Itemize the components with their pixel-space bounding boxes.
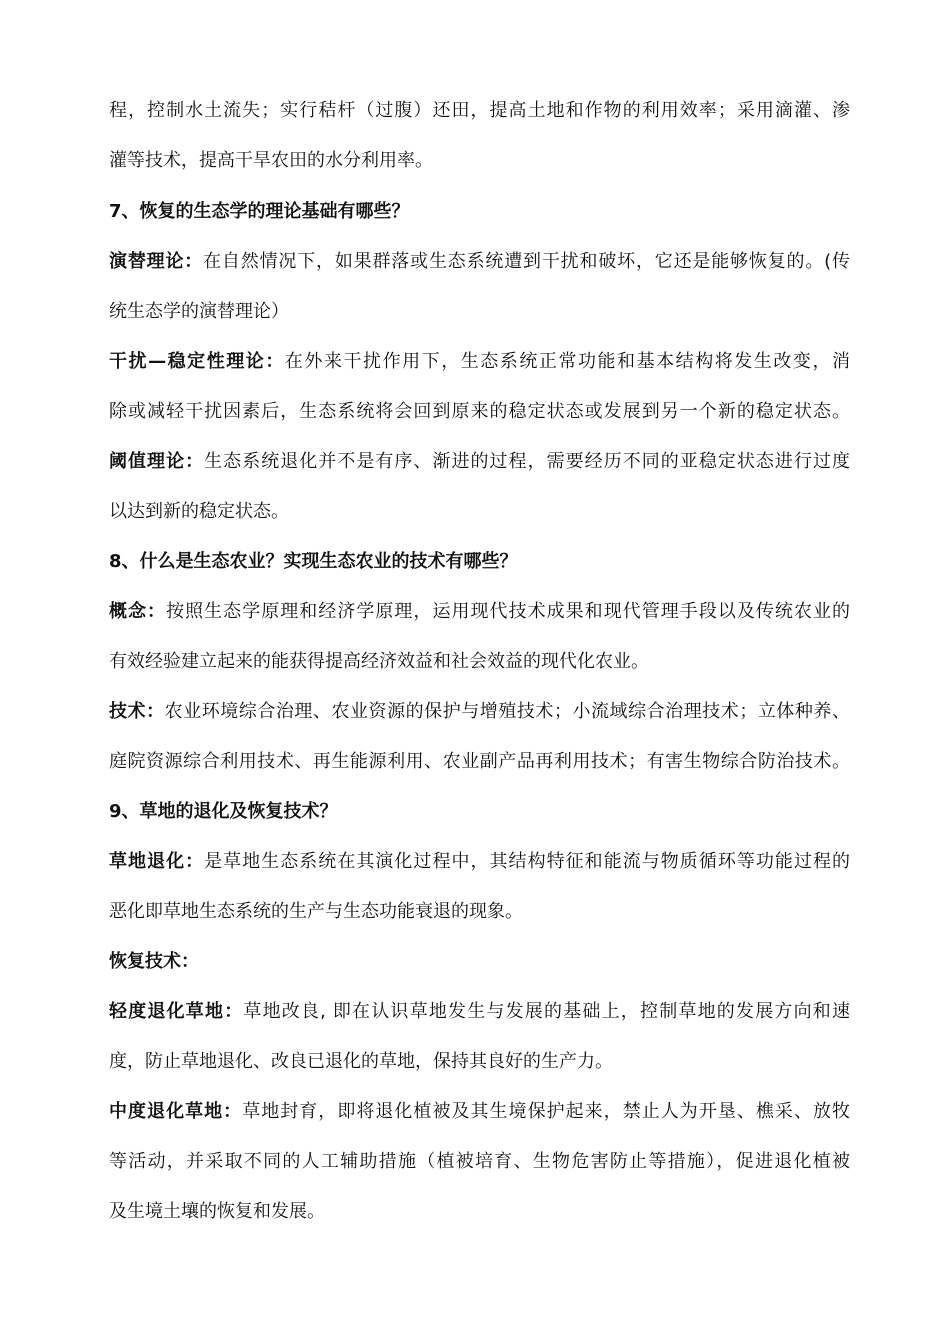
paragraph-line [109, 847, 850, 877]
paragraph-line [109, 1047, 850, 1077]
line-text: 草地封育，即将退化植被及其生境保护起来，禁止人为开垦、樵采、放牧 [242, 1101, 850, 1122]
term-label: 恢复技术： [109, 951, 199, 972]
heading-text: 9、草地的退化及恢复技术？ [109, 801, 338, 822]
paragraph-line [109, 447, 850, 477]
line-text: 草地改良, 即在认识草地发生与发展的基础上，控制草地的发展方向和速 [243, 1001, 850, 1022]
paragraph-line [109, 597, 850, 627]
line-text: 是草地生态系统在其演化过程中，其结构特征和能流与物质循环等功能过程的 [204, 851, 850, 872]
heading-text: 7、恢复的生态学的理论基础有哪些？ [109, 201, 410, 222]
question-heading [109, 547, 850, 577]
paragraph-line [109, 497, 850, 527]
paragraph-line [109, 146, 850, 176]
term-label: 阈值理论： [109, 451, 205, 472]
term-label: 草地退化： [109, 851, 205, 872]
paragraph-line [109, 697, 850, 727]
paragraph-line [109, 1197, 850, 1227]
line-text: 按照生态学原理和经济学原理，运用现代技术成果和现代管理手段以及传统农业的 [166, 601, 850, 622]
line-text: 以达到新的稳定状态。 [109, 501, 289, 522]
question-heading [109, 797, 850, 827]
line-text: 恶化即草地生态系统的生产与生态功能衰退的现象。 [109, 901, 523, 922]
paragraph-line [109, 297, 850, 327]
term-label: 轻度退化草地： [109, 1001, 244, 1022]
line-text: 程，控制水土流失；实行秸杆（过腹）还田，提高土地和作物的利用效率；采用滴灌、渗 [109, 100, 850, 121]
line-text: 在自然情况下，如果群落或生态系统遭到干扰和破坏，它还是能够恢复的。(传 [203, 251, 850, 272]
term-label: 技术： [109, 701, 165, 722]
paragraph-line [109, 897, 850, 927]
paragraph-line [109, 947, 850, 977]
line-text: 度，防止草地退化、改良已退化的草地，保持其良好的生产力。 [109, 1051, 613, 1072]
line-text: 农业环境综合治理、农业资源的保护与增殖技术；小流域综合治理技术；立体种养、 [164, 701, 850, 722]
paragraph-line [109, 397, 850, 427]
term-label: 干扰—稳定性理论： [109, 351, 285, 372]
paragraph-line [109, 247, 850, 277]
term-label: 概念： [109, 601, 167, 622]
paragraph-line [109, 347, 850, 377]
line-text: 庭院资源综合利用技术、再生能源利用、农业副产品再利用技术；有害生物综合防治技术。 [109, 751, 850, 772]
paragraph-line [109, 647, 850, 677]
term-label: 中度退化草地： [109, 1101, 243, 1122]
paragraph-line [109, 1097, 850, 1127]
paragraph-line [109, 747, 850, 777]
question-heading [109, 197, 850, 227]
line-text: 及生境土壤的恢复和发展。 [109, 1201, 325, 1222]
line-text: 灌等技术，提高干旱农田的水分利用率。 [109, 150, 433, 171]
line-text: 有效经验建立起来的能获得提高经济效益和社会效益的现代化农业。 [109, 651, 649, 672]
line-text: 生态系统退化并不是有序、渐进的过程，需要经历不同的亚稳定状态进行过度 [204, 451, 850, 472]
line-text: 统生态学的演替理论） [109, 301, 289, 322]
paragraph-line [109, 96, 850, 126]
line-text: 在外来干扰作用下，生态系统正常功能和基本结构将发生改变，消 [284, 351, 850, 372]
heading-text: 8、什么是生态农业？实现生态农业的技术有哪些？ [109, 551, 518, 572]
paragraph-line [109, 1147, 850, 1177]
paragraph-line [109, 997, 850, 1027]
line-text: 除或减轻干扰因素后，生态系统将会回到原来的稳定状态或发展到另一个新的稳定状态。 [109, 401, 850, 422]
term-label: 演替理论： [109, 251, 204, 272]
line-text: 等活动，并采取不同的人工辅助措施（植被培育、生物危害防止等措施），促进退化植被 [109, 1151, 850, 1172]
